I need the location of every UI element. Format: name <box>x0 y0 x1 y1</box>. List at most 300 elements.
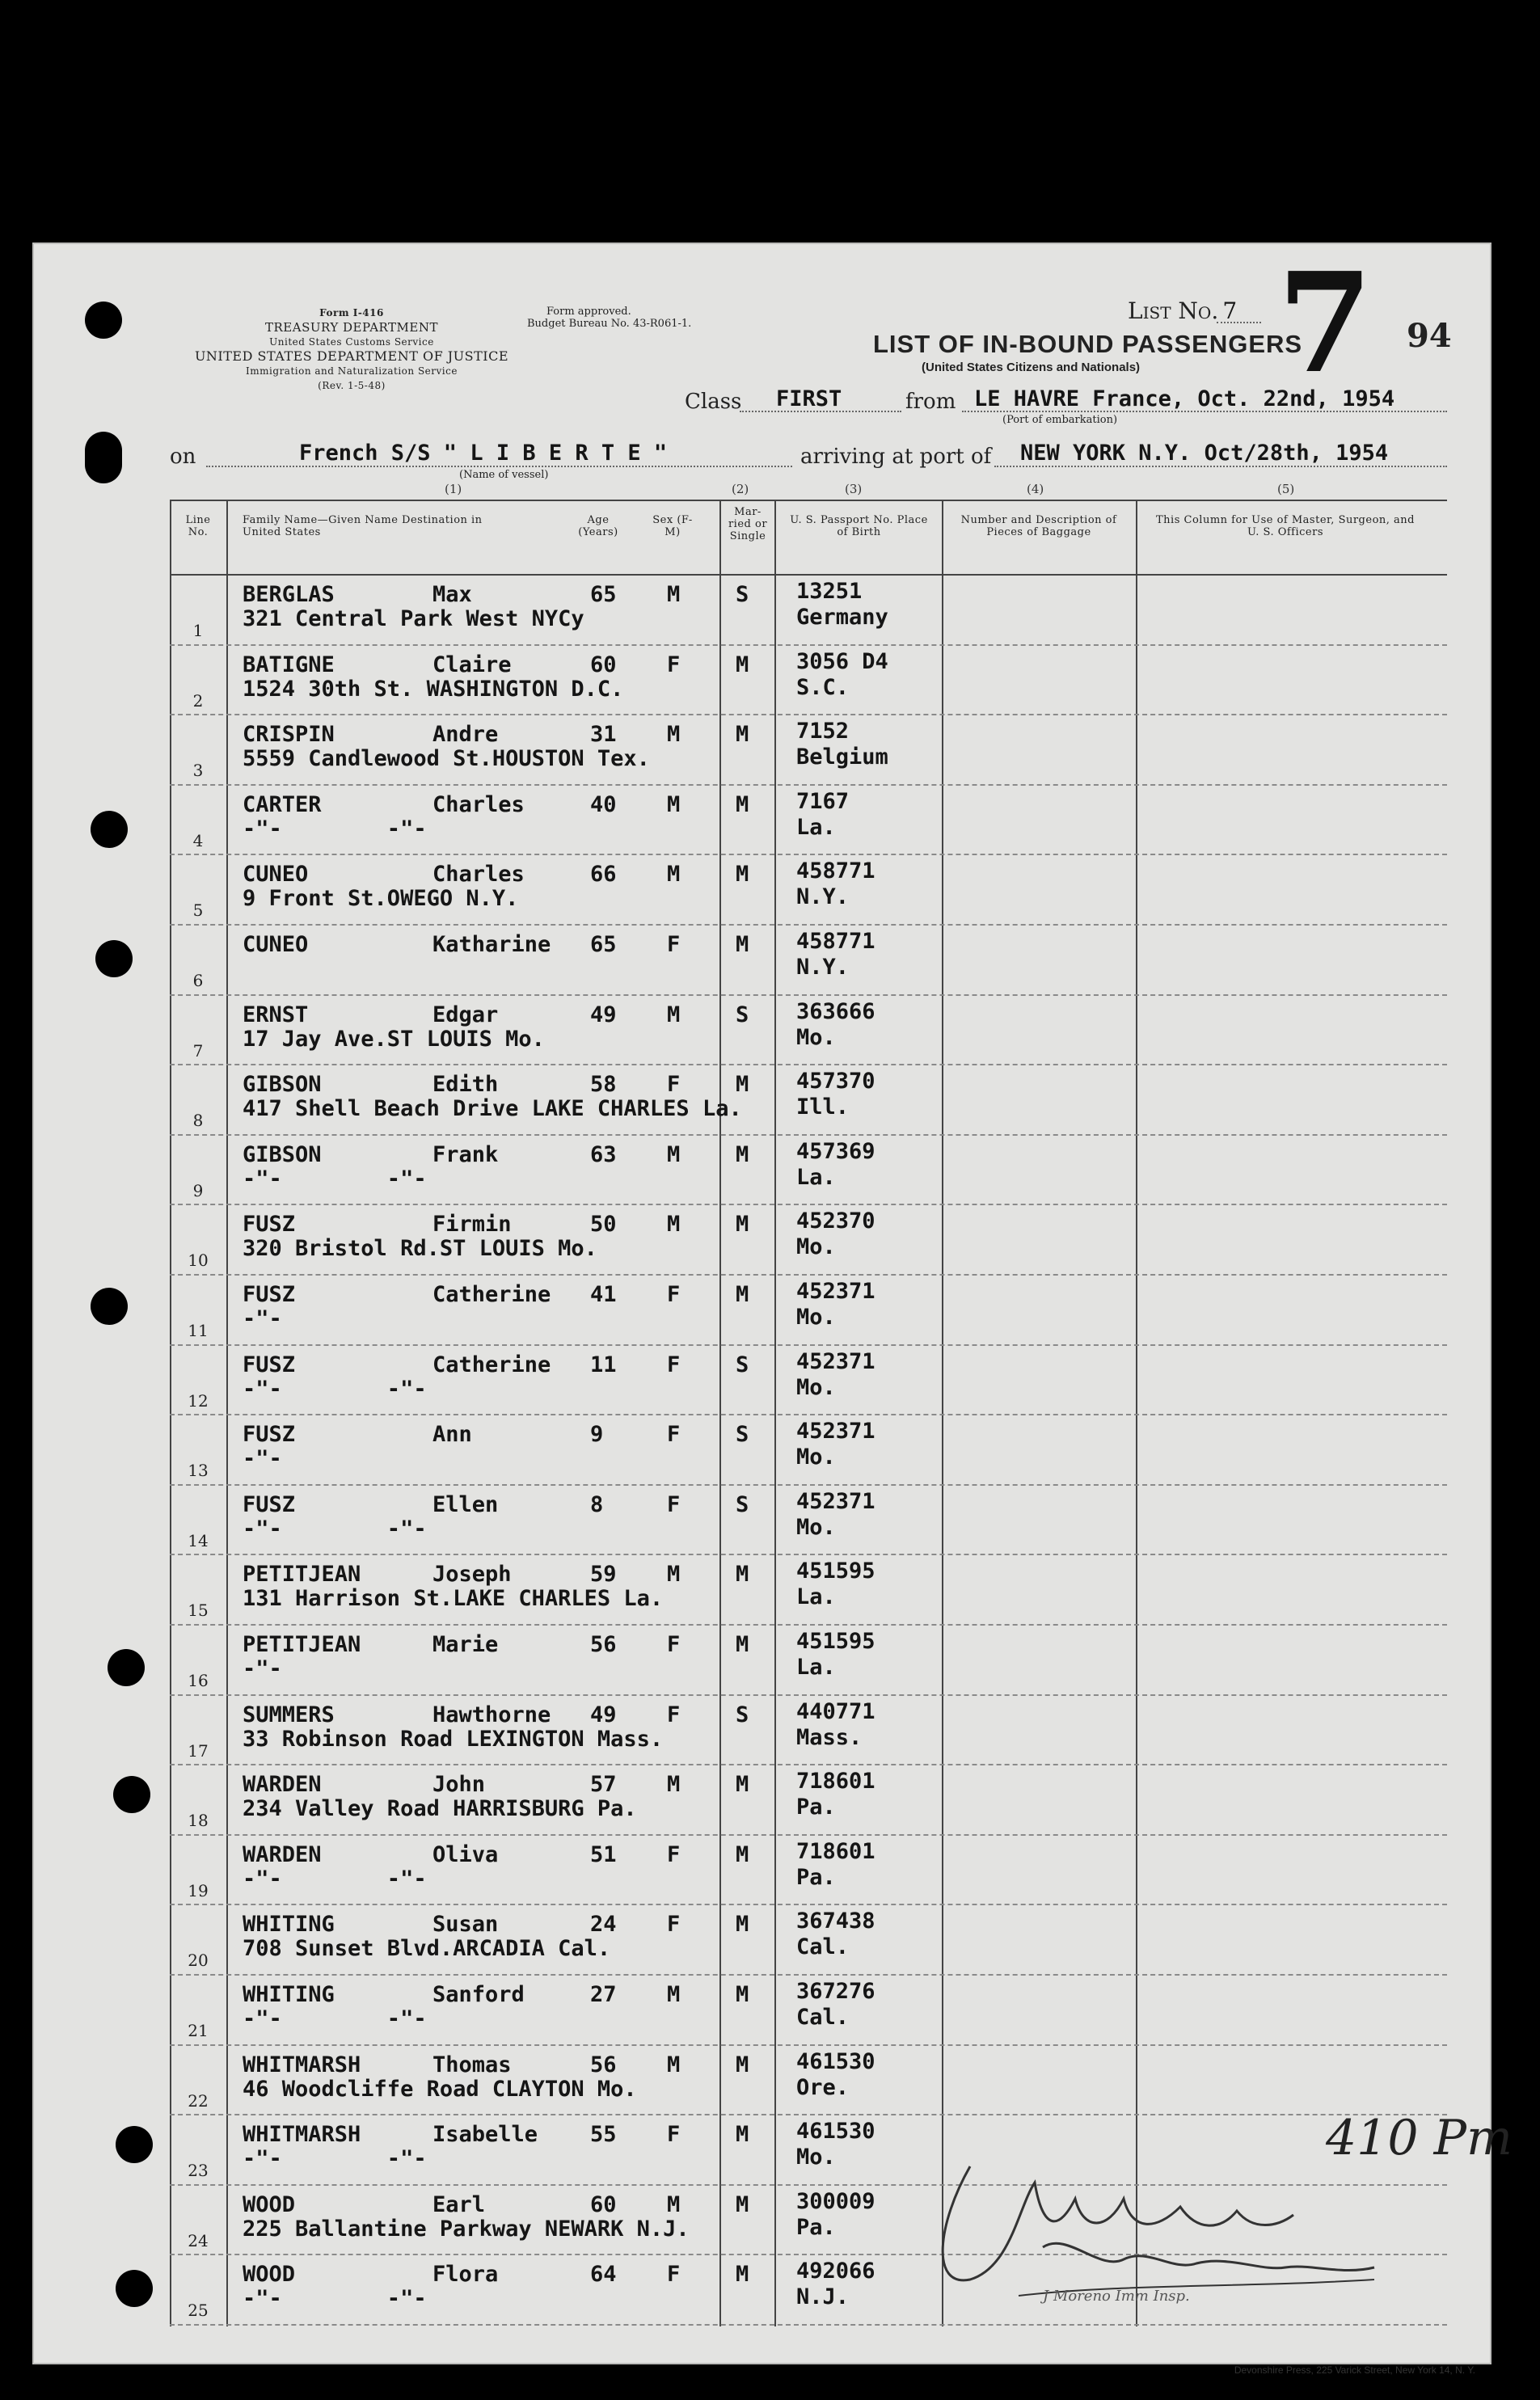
destination: -"- <box>243 1446 282 1472</box>
place-of-birth: Mo. <box>796 1305 836 1330</box>
place-of-birth: N.Y. <box>796 955 850 980</box>
given-name: Sanford <box>432 1982 525 2007</box>
col-header-name: Family Name—Given Name Destination in United States <box>243 514 483 538</box>
line-number: 3 <box>192 761 204 781</box>
age: 60 <box>590 2191 617 2217</box>
destination: -"- -"- <box>243 816 427 841</box>
marital-status: M <box>736 1912 749 1938</box>
class-value: FIRST <box>776 386 842 411</box>
passport-number: 458771 <box>796 929 875 954</box>
family-name: CARTER <box>243 791 322 817</box>
age: 65 <box>590 582 617 607</box>
destination: -"- -"- <box>243 1866 427 1892</box>
destination: -"- -"- <box>243 2286 427 2312</box>
place-of-birth: Mass. <box>796 1724 863 1750</box>
family-name: WHITMARSH <box>243 2122 361 2148</box>
page-title: LIST OF IN-BOUND PASSENGERS <box>873 330 1303 358</box>
col-number-2: (2) <box>732 482 749 496</box>
passport-number: 3056 D4 <box>796 648 888 674</box>
sex: F <box>667 1072 681 1098</box>
given-name: Catherine <box>432 1352 551 1377</box>
sex: M <box>667 1141 681 1167</box>
list-label: List No. <box>1128 297 1219 324</box>
age: 8 <box>590 1491 604 1517</box>
given-name: Joseph <box>432 1562 512 1588</box>
col-header-sex: Sex (F-M) <box>652 514 693 538</box>
class-label: Class <box>685 390 742 414</box>
form-approval-block <box>527 306 691 330</box>
given-name: Ann <box>432 1422 472 1448</box>
age: 64 <box>590 2262 617 2288</box>
sex: F <box>667 1632 681 1657</box>
table-row <box>170 1414 1447 1484</box>
table-row <box>170 644 1447 715</box>
passport-number: 452371 <box>796 1279 875 1304</box>
sex: F <box>667 1841 681 1867</box>
given-name: Katharine <box>432 932 551 957</box>
destination: 417 Shell Beach Drive LAKE CHARLES La. <box>243 1096 742 1122</box>
rev-label: (Rev. 1-5-48) <box>318 380 386 391</box>
given-name: Thomas <box>432 2052 512 2077</box>
age: 27 <box>590 1982 617 2007</box>
given-name: Flora <box>432 2262 499 2288</box>
age: 40 <box>590 791 617 817</box>
marital-status: S <box>736 582 749 607</box>
passport-number: 718601 <box>796 1838 875 1864</box>
destination: -"- -"- <box>243 1166 427 1192</box>
sex: M <box>667 791 681 817</box>
passport-number: 452371 <box>796 1419 875 1445</box>
place-of-birth: Mo. <box>796 1445 836 1470</box>
sex: M <box>667 1772 681 1798</box>
family-name: SUMMERS <box>243 1702 335 1727</box>
family-name: WARDEN <box>243 1841 322 1867</box>
sex: M <box>667 1562 681 1588</box>
line-number: 20 <box>188 1951 209 1971</box>
age: 56 <box>590 2052 617 2077</box>
punch-hole <box>85 432 122 483</box>
table-row <box>170 1274 1447 1344</box>
age: 24 <box>590 1912 617 1938</box>
place-of-birth: La. <box>796 1655 836 1680</box>
marital-status: M <box>736 2191 749 2217</box>
given-name: Oliva <box>432 1841 499 1867</box>
place-of-birth: N.J. <box>796 2284 850 2310</box>
port-embarkation-label: (Port of embarkation) <box>1002 414 1118 426</box>
family-name: PETITJEAN <box>243 1562 361 1588</box>
list-number-block <box>1128 297 1237 324</box>
destination: 320 Bristol Rd.ST LOUIS Mo. <box>243 1236 597 1262</box>
sex: F <box>667 652 681 677</box>
line-number: 5 <box>192 901 204 921</box>
sex: F <box>667 1912 681 1938</box>
list-number-value: 7 <box>1222 297 1238 324</box>
line-number: 21 <box>188 2021 209 2040</box>
destination: 225 Ballantine Parkway NEWARK N.J. <box>243 2216 690 2242</box>
treasury-label: TREASURY DEPARTMENT <box>265 320 438 335</box>
col-number-3: (3) <box>845 482 863 496</box>
col-number-5: (5) <box>1277 482 1295 496</box>
given-name: Susan <box>432 1912 499 1938</box>
age: 60 <box>590 652 617 677</box>
passport-number: 13251 <box>796 579 863 604</box>
table-row <box>170 1554 1447 1624</box>
marital-status: M <box>736 2122 749 2148</box>
from-label: from <box>905 390 956 414</box>
family-name: FUSZ <box>243 1212 296 1238</box>
marital-status: M <box>736 1562 749 1588</box>
passport-number: 440771 <box>796 1698 875 1724</box>
table-row <box>170 1624 1447 1694</box>
place-of-birth: Pa. <box>796 1864 836 1890</box>
table-row <box>170 784 1447 854</box>
line-number: 17 <box>188 1740 209 1761</box>
place-of-birth: Cal. <box>796 1934 850 1960</box>
punch-hole <box>108 1649 145 1686</box>
vessel-label: (Name of vessel) <box>459 469 549 481</box>
place-of-birth: La. <box>796 1584 836 1610</box>
col-header-baggage: Number and Description of Pieces of Baggage <box>960 514 1117 538</box>
passenger-table <box>170 482 1447 2326</box>
line-number: 4 <box>192 830 204 850</box>
place-of-birth: Germany <box>796 605 888 630</box>
destination: -"- <box>243 1306 282 1331</box>
from-line <box>962 411 1447 412</box>
place-of-birth: Mo. <box>796 2145 836 2170</box>
sex: M <box>667 582 681 607</box>
family-name: FUSZ <box>243 1422 296 1448</box>
line-number: 1 <box>192 621 204 640</box>
ins-label: Immigration and Naturalization Service <box>246 365 458 377</box>
punch-hole <box>91 1288 128 1325</box>
family-name: WHITMARSH <box>243 2052 361 2077</box>
family-name: FUSZ <box>243 1282 296 1307</box>
line-number: 7 <box>192 1040 204 1061</box>
destination: 17 Jay Ave.ST LOUIS Mo. <box>243 1026 545 1052</box>
family-name: BERGLAS <box>243 582 335 607</box>
passport-number: 7167 <box>796 788 850 814</box>
given-name: Claire <box>432 652 512 677</box>
given-name: Ellen <box>432 1491 499 1517</box>
table-row <box>170 714 1447 784</box>
line-number: 12 <box>188 1390 209 1411</box>
passport-number: 451595 <box>796 1559 875 1584</box>
line-number: 11 <box>188 1321 209 1340</box>
form-agency-block <box>166 306 538 393</box>
sex: F <box>667 1702 681 1727</box>
age: 50 <box>590 1212 617 1238</box>
sex: F <box>667 1352 681 1377</box>
destination: 131 Harrison St.LAKE CHARLES La. <box>243 1586 664 1612</box>
passport-number: 458771 <box>796 858 875 884</box>
passport-number: 461530 <box>796 2119 875 2145</box>
destination: 708 Sunset Blvd.ARCADIA Cal. <box>243 1936 611 1962</box>
punch-hole <box>113 1776 150 1813</box>
marital-status: M <box>736 1841 749 1867</box>
marital-status: M <box>736 722 749 748</box>
line-number: 19 <box>188 1880 209 1900</box>
marital-status: M <box>736 862 749 888</box>
marital-status: M <box>736 1141 749 1167</box>
age: 65 <box>590 932 617 957</box>
passport-number: 718601 <box>796 1769 875 1795</box>
passport-number: 452371 <box>796 1348 875 1374</box>
age: 58 <box>590 1072 617 1098</box>
passport-number: 451595 <box>796 1629 875 1654</box>
passport-number: 452371 <box>796 1488 875 1514</box>
col-number-4: (4) <box>1027 482 1044 496</box>
line-number: 18 <box>188 1811 209 1831</box>
age: 57 <box>590 1772 617 1798</box>
family-name: WOOD <box>243 2262 296 2288</box>
given-name: Hawthorne <box>432 1702 551 1727</box>
age: 11 <box>590 1352 617 1377</box>
marital-status: M <box>736 1212 749 1238</box>
age: 31 <box>590 722 617 748</box>
sex: F <box>667 1422 681 1448</box>
sex: F <box>667 2262 681 2288</box>
table-row <box>170 1834 1447 1904</box>
from-value: LE HAVRE France, Oct. 22nd, 1954 <box>974 386 1395 411</box>
customs-label: United States Customs Service <box>269 336 434 348</box>
row-divider <box>170 2324 1447 2326</box>
arriving-line <box>994 466 1447 467</box>
marital-status: S <box>736 1002 749 1027</box>
marital-status: S <box>736 1702 749 1727</box>
destination: 1524 30th St. WASHINGTON D.C. <box>243 676 624 702</box>
place-of-birth: Mo. <box>796 1024 836 1050</box>
age: 41 <box>590 1282 617 1307</box>
table-row <box>170 1904 1447 1974</box>
given-name: Frank <box>432 1141 499 1167</box>
marital-status: M <box>736 2052 749 2077</box>
family-name: CUNEO <box>243 862 309 888</box>
family-name: BATIGNE <box>243 652 335 677</box>
sex: F <box>667 932 681 957</box>
family-name: CUNEO <box>243 932 309 957</box>
line-number: 23 <box>188 2161 209 2181</box>
family-name: FUSZ <box>243 1491 296 1517</box>
passport-number: 7152 <box>796 719 850 744</box>
passport-number: 367276 <box>796 1979 875 2004</box>
table-row <box>170 1134 1447 1204</box>
line-number: 13 <box>188 1461 209 1481</box>
given-name: Edgar <box>432 1002 499 1027</box>
marital-status: M <box>736 1632 749 1657</box>
given-name: Max <box>432 582 472 607</box>
family-name: ERNST <box>243 1002 309 1027</box>
place-of-birth: Ill. <box>796 1095 850 1120</box>
sex: M <box>667 2191 681 2217</box>
marital-status: S <box>736 1491 749 1517</box>
place-of-birth: Mo. <box>796 1234 836 1260</box>
page-number: 94 <box>1407 317 1452 355</box>
place-of-birth: S.C. <box>796 674 850 700</box>
col-header-passport: U. S. Passport No. Place of Birth <box>790 514 928 538</box>
destination: -"- -"- <box>243 2006 427 2031</box>
destination: 33 Robinson Road LEXINGTON Mass. <box>243 1726 664 1752</box>
col-header-married: Mar-ried or Single <box>728 506 768 542</box>
destination: 9 Front St.OWEGO N.Y. <box>243 886 519 912</box>
given-name: Charles <box>432 862 525 888</box>
destination: 5559 Candlewood St.HOUSTON Tex. <box>243 746 650 772</box>
sex: M <box>667 722 681 748</box>
table-row <box>170 994 1447 1065</box>
age: 66 <box>590 862 617 888</box>
table-row <box>170 1344 1447 1415</box>
line-number: 6 <box>192 971 204 990</box>
place-of-birth: Ore. <box>796 2074 850 2100</box>
place-of-birth: La. <box>796 814 836 840</box>
destination: 46 Woodcliffe Road CLAYTON Mo. <box>243 2076 637 2102</box>
arriving-value: NEW YORK N.Y. Oct/28th, 1954 <box>1020 441 1389 466</box>
punch-hole <box>95 940 133 977</box>
given-name: John <box>432 1772 486 1798</box>
family-name: WOOD <box>243 2191 296 2217</box>
line-number: 16 <box>188 1671 209 1690</box>
age: 59 <box>590 1562 617 1588</box>
age: 55 <box>590 2122 617 2148</box>
table-row <box>170 1974 1447 2044</box>
table-row <box>170 1064 1447 1134</box>
age: 51 <box>590 1841 617 1867</box>
place-of-birth: Cal. <box>796 2005 850 2030</box>
table-top-border <box>170 500 1447 501</box>
line-number: 22 <box>188 2090 209 2111</box>
passport-number: 457369 <box>796 1138 875 1164</box>
table-row <box>170 1484 1447 1554</box>
punch-hole <box>116 2270 153 2307</box>
family-name: WARDEN <box>243 1772 322 1798</box>
given-name: Marie <box>432 1632 499 1657</box>
marital-status: M <box>736 1982 749 2007</box>
sex: M <box>667 1002 681 1027</box>
family-name: GIBSON <box>243 1141 322 1167</box>
passport-number: 363666 <box>796 998 875 1024</box>
family-name: CRISPIN <box>243 722 335 748</box>
vessel-line <box>206 466 792 467</box>
col-number-1: (1) <box>445 482 462 496</box>
passport-number: 457370 <box>796 1069 875 1095</box>
place-of-birth: N.Y. <box>796 884 850 910</box>
line-number: 15 <box>188 1601 209 1621</box>
given-name: Earl <box>432 2191 486 2217</box>
given-name: Edith <box>432 1072 499 1098</box>
age: 9 <box>590 1422 604 1448</box>
line-number: 2 <box>192 690 204 711</box>
family-name: GIBSON <box>243 1072 322 1098</box>
col-header-line: Line No. <box>185 514 211 538</box>
passport-number: 452370 <box>796 1208 875 1234</box>
marital-status: M <box>736 791 749 817</box>
place-of-birth: Pa. <box>796 2214 836 2240</box>
punch-hole <box>85 302 122 339</box>
page-subtitle: (United States Citizens and Nationals) <box>922 361 1141 374</box>
age: 63 <box>590 1141 617 1167</box>
place-of-birth: Mo. <box>796 1374 836 1400</box>
place-of-birth: Belgium <box>796 744 888 770</box>
sex: M <box>667 2052 681 2077</box>
marital-status: M <box>736 932 749 957</box>
family-name: WHITING <box>243 1912 335 1938</box>
table-row <box>170 1204 1447 1274</box>
passport-number: 300009 <box>796 2188 875 2214</box>
col-header-age: Age (Years) <box>578 514 618 538</box>
sex: F <box>667 1491 681 1517</box>
line-number: 10 <box>188 1251 209 1271</box>
destination: 234 Valley Road HARRISBURG Pa. <box>243 1796 637 1822</box>
marital-status: M <box>736 1282 749 1307</box>
place-of-birth: Mo. <box>796 1514 836 1540</box>
family-name: PETITJEAN <box>243 1632 361 1657</box>
line-number: 14 <box>188 1530 209 1550</box>
given-name: Catherine <box>432 1282 551 1307</box>
destination: 321 Central Park West NYCy <box>243 606 584 631</box>
printer-credit: Devonshire Press, 225 Varick Street, New York 14, N. Y. <box>1234 2364 1475 2376</box>
col-header-officers: This Column for Use of Master, Surgeon, and U. S. Officers <box>1156 514 1415 538</box>
vessel-value: French S/S " L I B E R T E " <box>299 441 668 466</box>
budget-label: Budget Bureau No. 43-R061-1. <box>527 318 692 330</box>
signature-text: J Moreno Imm Insp. <box>1043 2288 1190 2305</box>
destination: -"- -"- <box>243 1516 427 1542</box>
line-number: 8 <box>192 1111 204 1131</box>
sex: M <box>667 862 681 888</box>
given-name: Isabelle <box>432 2122 538 2148</box>
place-of-birth: Pa. <box>796 1795 836 1820</box>
sex: F <box>667 1282 681 1307</box>
big-list-number: 7 <box>1277 243 1373 404</box>
marital-status: S <box>736 1422 749 1448</box>
given-name: Firmin <box>432 1212 512 1238</box>
corner-note: 410 Pm <box>1326 2110 1513 2166</box>
marital-status: M <box>736 652 749 677</box>
marital-status: M <box>736 2262 749 2288</box>
table-row <box>170 854 1447 924</box>
destination: -"- <box>243 1656 282 1681</box>
table-row <box>170 2044 1447 2115</box>
form-number: Form I-416 <box>319 307 384 318</box>
passport-number: 367438 <box>796 1909 875 1934</box>
justice-label: UNITED STATES DEPARTMENT OF JUSTICE <box>194 348 509 364</box>
family-name: FUSZ <box>243 1352 296 1377</box>
place-of-birth: La. <box>796 1164 836 1190</box>
table-row <box>170 574 1447 644</box>
table-row <box>170 1694 1447 1765</box>
arriving-label: arriving at port of <box>800 445 992 469</box>
given-name: Andre <box>432 722 499 748</box>
marital-status: S <box>736 1352 749 1377</box>
passport-number: 492066 <box>796 2259 875 2284</box>
marital-status: M <box>736 1772 749 1798</box>
line-number: 24 <box>188 2230 209 2250</box>
age: 56 <box>590 1632 617 1657</box>
line-number: 25 <box>188 2301 209 2321</box>
list-number-line <box>1217 322 1261 323</box>
table-row <box>170 1764 1447 1834</box>
sex: M <box>667 1982 681 2007</box>
given-name: Charles <box>432 791 525 817</box>
passport-number: 461530 <box>796 2048 875 2074</box>
sex: M <box>667 1212 681 1238</box>
table-row <box>170 924 1447 994</box>
destination: -"- -"- <box>243 1376 427 1402</box>
sex: F <box>667 2122 681 2148</box>
marital-status: M <box>736 1072 749 1098</box>
punch-hole <box>116 2126 153 2163</box>
form-approved-label: Form approved. <box>546 306 631 318</box>
destination: -"- -"- <box>243 2146 427 2172</box>
age: 49 <box>590 1002 617 1027</box>
